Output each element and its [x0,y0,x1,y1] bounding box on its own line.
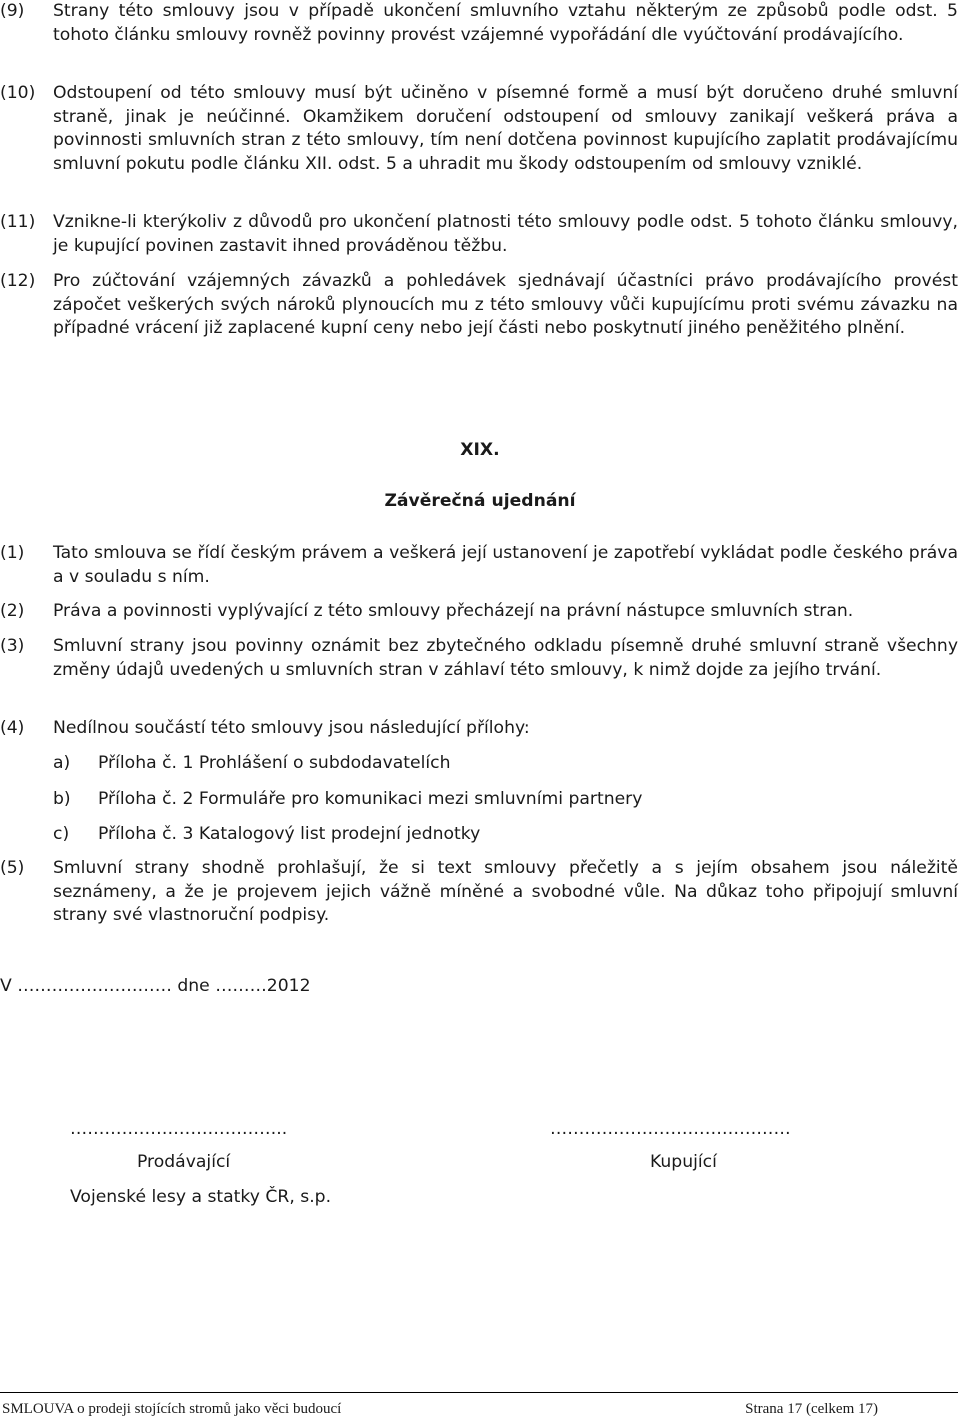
attachment-text: Příloha č. 2 Formuláře pro komunikaci mezi smluvními partnery [98,789,643,809]
paragraph-number: (1) [0,543,25,563]
paragraph-number: (2) [0,601,25,621]
article-number: XIX. [460,440,500,460]
attachment-text: Příloha č. 3 Katalogový list prodejní jednotky [98,824,481,844]
paragraph-text: Tato smlouva se řídí českým právem a veškerá její ustanovení je zapotřebí vykládat podle českého práva a v souladu s ním. [53,543,958,587]
final-paragraph-2 [0,600,958,624]
attachment-text: Příloha č. 1 Prohlášení o subdodavatelích [98,753,451,773]
paragraph-number: (5) [0,858,25,878]
paragraph-10 [0,82,958,176]
paragraph-text: Pro zúčtování vzájemných závazků a pohledávek sjednávají účastníci právo prodávajícího provést zápočet veškerých svých nároků plynoucích mu z této smlouvy vůči kupujícímu proti svému závazku na případné vrácení již zaplacené kupní ceny nebo její části nebo poskytnutí jiného peněžitého plnění. [53,271,958,339]
final-paragraph-1 [0,542,958,589]
footer-document-title: SMLOUVA o prodeji stojících stromů jako věci budoucí [2,1401,342,1417]
seller-signature-line: ……………………………….. [70,1119,288,1139]
paragraph-12 [0,270,958,341]
paragraph-number: (4) [0,718,25,738]
attachment-letter: c) [53,824,70,844]
paragraph-number: (3) [0,636,25,656]
place-date-line: V ……………………… dne ………2012 [0,976,311,996]
attachment-item [53,752,451,775]
paragraph-text: Práva a povinnosti vyplývající z této smlouvy přecházejí na právní nástupce smluvních stran. [53,601,854,621]
paragraph-11 [0,211,958,258]
final-paragraph-4 [0,717,958,741]
attachment-letter: b) [53,789,71,809]
buyer-signature-line: …………………………………… [550,1119,791,1139]
paragraph-number: (10) [0,83,36,103]
paragraph-number: (11) [0,212,36,232]
paragraph-text: Odstoupení od této smlouvy musí být učiněno v písemné formě a musí být doručeno druhé smluvní straně, jinak je neúčinné. Okamžikem doručení odstoupení od smlouvy zanikají veškerá práva a povinnosti smluvních stran z této smlouvy, tím není dotčena povinnost kupujícího zaplatit prodávajícímu smluvní pokutu podle článku XII. odst. 5 a uhradit mu škody odstoupením od smlouvy vzniklé. [53,83,958,174]
final-paragraph-5 [0,857,958,928]
final-paragraph-3 [0,635,958,682]
paragraph-text: Strany této smlouvy jsou v případě ukončení smluvního vztahu některým ze způsobů podle odst. 5 tohoto článku smlouvy rovněž povinny provést vzájemné vypořádání dle vyúčtování prodávajícího. [53,1,958,45]
page-footer [0,1392,958,1417]
buyer-label: Kupující [650,1152,717,1172]
attachment-letter: a) [53,753,71,773]
paragraph-text: Vznikne-li kterýkoliv z důvodů pro ukončení platnosti této smlouvy podle odst. 5 tohoto článku smlouvy, je kupující povinen zastavit ihned prováděnou těžbu. [53,212,958,256]
paragraph-text: Smluvní strany shodně prohlašují, že si text smlouvy přečetly a s jejím obsahem jsou náležitě seznámeny, a že je projevem jejich vážně míněné a svobodné vůle. Na důkaz toho připojují smluvní strany své vlastnoruční podpisy. [53,858,958,926]
article-title: Závěrečná ujednání [384,491,576,511]
seller-organization: Vojenské lesy a statky ČR, s.p. [70,1187,332,1207]
paragraph-text: Smluvní strany jsou povinny oznámit bez zbytečného odkladu písemně druhé smluvní straně všechny změny údajů uvedených u smluvních stran v záhlaví této smlouvy, k nimž dojde za jejího trvání. [53,636,958,680]
paragraph-number: (9) [0,1,25,21]
footer-page-number: Strana 17 (celkem 17) [745,1401,878,1417]
attachment-item [53,823,480,846]
paragraph-text: Nedílnou součástí této smlouvy jsou následující přílohy: [53,718,530,738]
seller-label: Prodávající [137,1152,231,1172]
paragraph-number: (12) [0,271,36,291]
paragraph-9 [0,0,958,47]
attachment-item [53,788,642,811]
